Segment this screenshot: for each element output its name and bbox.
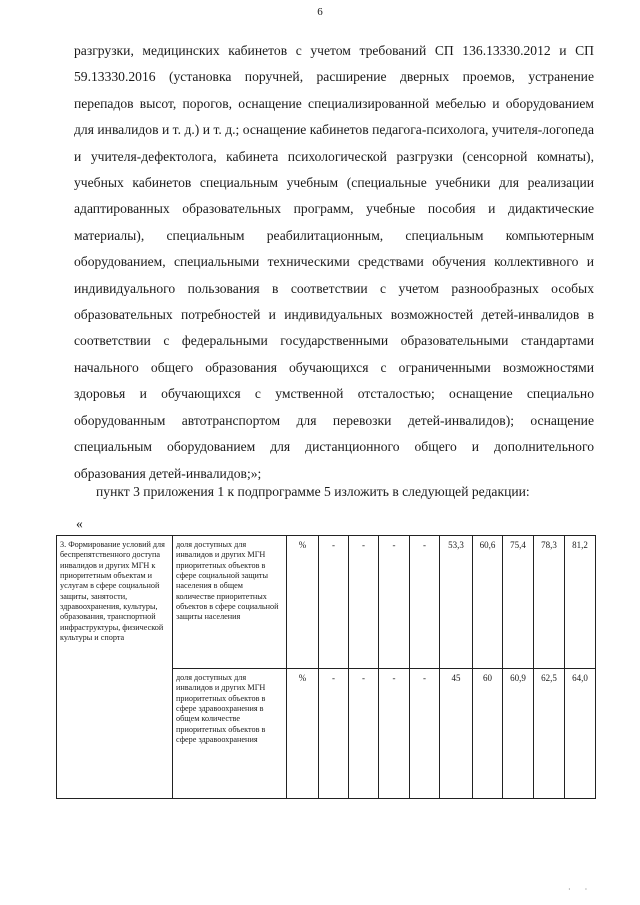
value-cell: 60 (473, 669, 503, 799)
value-cell: 75,4 (503, 536, 534, 669)
value-cell: 53,3 (440, 536, 473, 669)
body-paragraph: разгрузки, медицинских кабинетов с учетом требований СП 136.13330.2012 и СП 59.13330.2016 (установка поручней, расширение дверных проемов, устранение перепадов высот, порогов, оснащение специализированной мебелью и оборудованием для инвалидов и т. д.) и т. д.; оснащение кабинетов педагога-психолога, учителя-логопеда и учителя-дефектолога, кабинета психологической разгрузки (сенсорной комнаты), учебных кабинетов специальным учебным (специальные учебники для реализации адаптированных образовательных программ, учебные пособия и дидактические материалы), специальным реабилитационным, специальным компьютерным оборудованием, специальными техническими средствами обучения коллективного и индивидуального пользования в соответствии с учетом разнообразных особых образовательных потребностей и индивидуальных возможностей детей-инвалидов в соответствии с федеральными государственными образовательными стандартами начального общего образования обучающихся с ограниченными возможностями здоровья и обучающихся с умственной отсталостью; оснащение специально оборудованным автотранспортом для перевозки детей-инвалидов); оснащение специальным оборудованием для дистанционного общего и дополнительного образования детей-инвалидов;»; (74, 43, 594, 481)
amendment-line: пункт 3 приложения 1 к подпрограмме 5 изложить в следующей редакции: (96, 484, 530, 499)
indicators-table (56, 535, 596, 799)
value-cell: 62,5 (534, 669, 565, 799)
value-cell: 78,3 (534, 536, 565, 669)
table-row (57, 536, 596, 669)
value-cell: 81,2 (565, 536, 596, 669)
task-cell: 3. Формирование условий для беспрепятственного доступа инвалидов и других МГН к приоритетным объектам и услугам в сфере социальной защиты, занятости, здравоохранения, культуры, образования, транспортной инфраструктуры, физической культуры и спорта (57, 536, 173, 799)
value-cell: - (319, 669, 349, 799)
page-number: 6 (317, 6, 323, 18)
value-cell: - (349, 669, 379, 799)
open-quote: « (76, 516, 83, 531)
value-cell: - (410, 536, 440, 669)
value-cell: - (349, 536, 379, 669)
value-cell: - (379, 669, 410, 799)
value-cell: 45 (440, 669, 473, 799)
value-cell: 64,0 (565, 669, 596, 799)
value-cell: 60,9 (503, 669, 534, 799)
unit-cell: % (287, 536, 319, 669)
value-cell: - (319, 536, 349, 669)
indicator-cell: доля доступных для инвалидов и других МГН приоритетных объектов в сфере здравоохранения в общем количестве приоритетных объектов в сфере здравоохранения (173, 669, 287, 799)
value-cell: 60,6 (473, 536, 503, 669)
unit-cell: % (287, 669, 319, 799)
value-cell: - (410, 669, 440, 799)
indicator-cell: доля доступных для инвалидов и других МГН приоритетных объектов в сфере социальной защиты населения в общем количестве приоритетных объектов в сфере социальной защиты населения (173, 536, 287, 669)
value-cell: - (379, 536, 410, 669)
scan-marks: · · (568, 885, 594, 894)
